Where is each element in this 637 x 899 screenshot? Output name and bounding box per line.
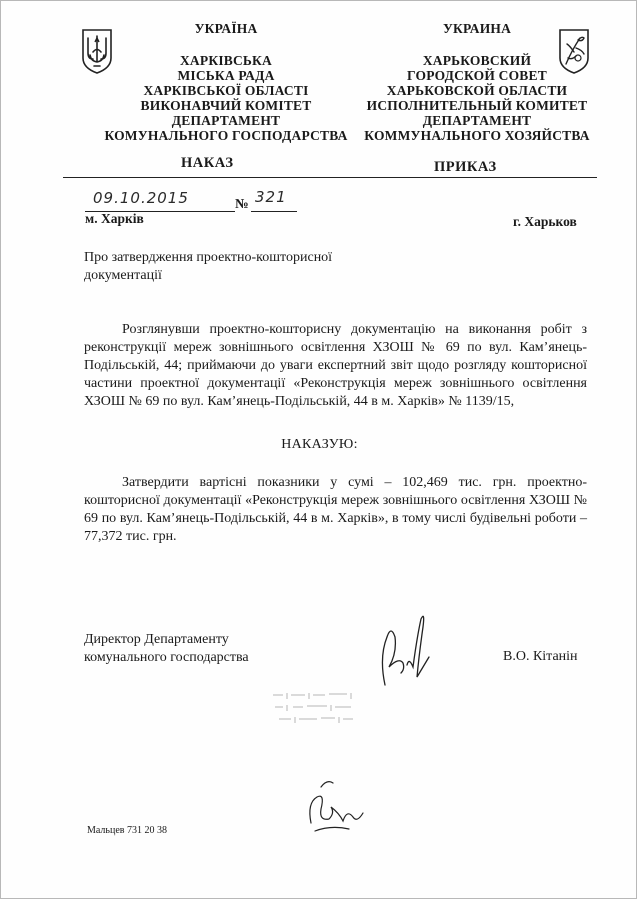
city-left: м. Харків [85,211,144,226]
header-right-line: ИСПОЛНИТЕЛЬНЫЙ КОМИТЕТ [366,98,588,113]
number-label: № [235,196,249,211]
header-left-line: КОМУНАЛЬНОГО ГОСПОДАРСТВА [104,128,348,143]
executor-note: Мальцев 731 20 38 [87,825,167,836]
handwritten-signature-icon [373,607,443,689]
order-word: НАКАЗУЮ: [281,437,358,452]
date-handwritten: 09.10.2015 [93,189,189,207]
header-right-line: ДЕПАРТАМЕНТ [422,113,532,128]
header-right-country: УКРАИНА [442,21,512,36]
header-right-line: ГОРОДСКОЙ СОВЕТ [407,68,547,83]
signatory-position: Директор Департаменту комунального господарства [84,632,249,665]
signatory-name: В.О. Кітанін [503,649,578,664]
order-paragraph: Затвердити вартісні показники у сумі – 102,469 тис. грн. проектно-кошторисної документації «Реконструкція мереж зовнішнього освітлення ХЗОШ № 69 по вул. Кам’янець-Подільській, 44 в м. Харків», в тому числі будівельні роботи – 77,372 тис. грн. [84,475,587,544]
header-left [96,21,356,143]
number-underline [251,211,297,212]
header-right-line: КОММУНАЛЬНОГО ХОЗЯЙСТВА [364,128,590,143]
number-handwritten: 321 [255,188,287,206]
header-right [356,21,598,143]
city-right: г. Харьков [513,214,577,229]
header-left-line: ДЕПАРТАМЕНТ [171,113,281,128]
header-right-line: ХАРЬКОВСКОЙ ОБЛАСТИ [386,83,568,98]
header-left-line: ВИКОНАВЧИЙ КОМІТЕТ [140,98,312,113]
header-left-line: ХАРКІВСЬКОЇ ОБЛАСТІ [143,83,309,98]
preamble-paragraph: Розглянувши проектно-кошторисну документацію на виконання робіт з реконструкції мереж зовнішнього освітлення ХЗОШ № 69 по вул. Кам’янець-Подільській, 44; приймаючи до уваги експертний звіт щодо розгляду кошторисної частини проектної документації «Реконструкція мереж зовнішнього освітлення ХЗОШ № 69 по вул. Кам’янець-Подільській, 44 в м. Харків» № 1139/15, [84,322,587,409]
approval-mark-icon [301,773,371,837]
header-left-line: МІСЬКА РАДА [177,68,275,83]
copy-stamp-icon [269,687,365,727]
document-subject: Про затвердження проектно-кошторисної документації [84,250,333,283]
header-right-line: ХАРЬКОВСКИЙ [422,53,532,68]
doc-kind-russian: ПРИКАЗ [434,159,497,175]
doc-kind-ukrainian: НАКАЗ [181,155,234,171]
header-left-country: УКРАЇНА [194,21,258,36]
header-left-line: ХАРКІВСЬКА [179,53,272,68]
header-divider-line [63,177,597,178]
